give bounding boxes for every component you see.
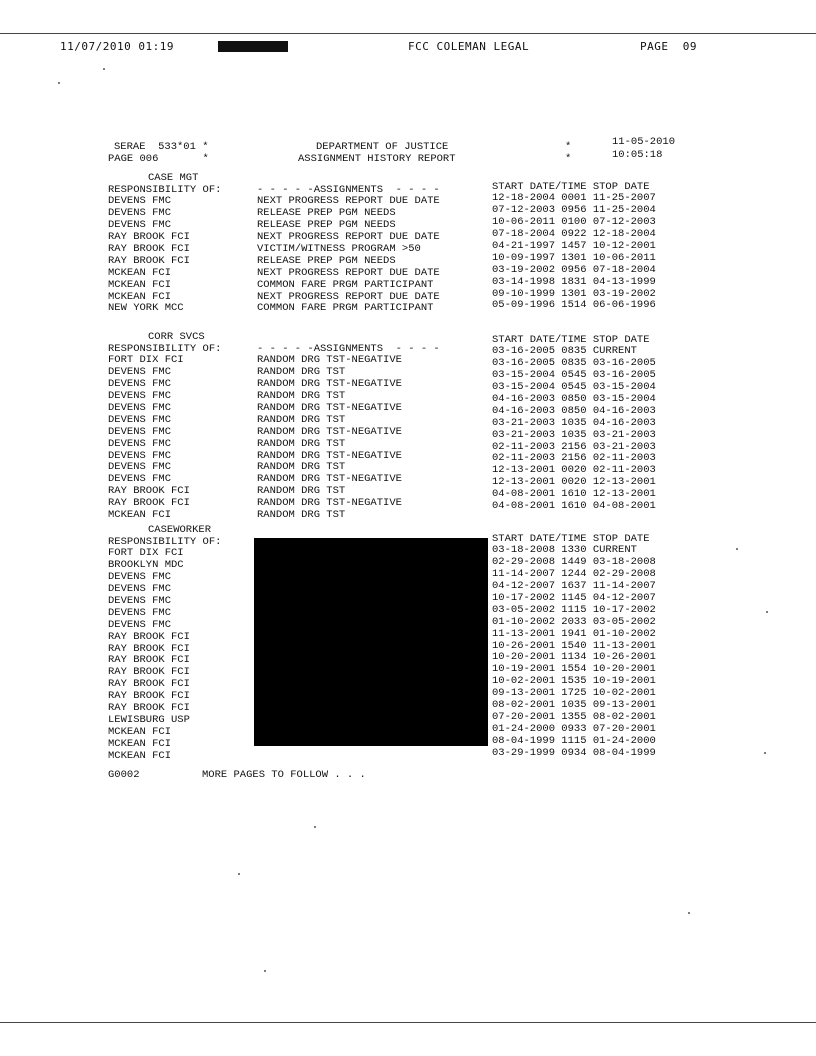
- assignment-cell: RELEASE PREP PGM NEEDS: [257, 218, 396, 231]
- assignment-cell: RANDOM DRG TST-NEGATIVE: [257, 449, 402, 462]
- facility-cell: NEW YORK MCC: [108, 302, 184, 315]
- dates-column: [492, 346, 656, 513]
- date-cell: 03-05-2002 1115 10-17-2002: [492, 603, 656, 616]
- date-cell: 12-13-2001 0020 02-11-2003: [492, 464, 656, 477]
- date-cell: 08-02-2001 1035 09-13-2001: [492, 699, 656, 712]
- date-cell: 05-09-1996 1514 06-06-1996: [492, 299, 656, 312]
- section-title-case-mgt: CASE MGT: [148, 172, 199, 184]
- date-cell: 03-18-2008 1330 CURRENT: [492, 544, 637, 556]
- facility-column: [108, 355, 190, 522]
- scan-speck: [238, 873, 240, 875]
- fax-datetime: 11/07/2010 01:19: [60, 40, 174, 53]
- facility-cell: DEVENS FMC: [108, 195, 172, 207]
- bottom-border: [0, 1022, 816, 1023]
- assignment-cell: RANDOM DRG TST-NEGATIVE: [257, 497, 402, 510]
- header-star: *: [565, 141, 572, 153]
- date-cell: 01-24-2000 0933 07-20-2001: [492, 723, 656, 736]
- assignment-cell: COMMON FARE PRGM PARTICIPANT: [257, 278, 434, 291]
- scan-speck: [264, 970, 266, 972]
- facility-cell: RAY BROOK FCI: [108, 630, 190, 643]
- dates-column: [492, 545, 656, 760]
- date-cell: 09-10-1999 1301 03-19-2002: [492, 287, 656, 300]
- assignment-cell: RANDOM DRG TST: [257, 365, 346, 378]
- dates-header: START DATE/TIME STOP DATE: [492, 181, 650, 193]
- facility-cell: DEVENS FMC: [108, 473, 172, 486]
- facility-cell: RAY BROOK FCI: [108, 254, 190, 267]
- scan-speck: [764, 752, 766, 754]
- facility-cell: DEVENS FMC: [108, 365, 172, 378]
- facility-cell: RAY BROOK FCI: [108, 242, 190, 255]
- facility-cell: MCKEAN FCI: [108, 749, 172, 762]
- scan-speck: [736, 548, 738, 550]
- date-cell: 04-08-2001 1610 04-08-2001: [492, 500, 656, 513]
- date-cell: 11-13-2001 1941 01-10-2002: [492, 627, 656, 640]
- date-cell: 03-15-2004 0545 03-15-2004: [492, 380, 656, 393]
- facility-column: [108, 196, 190, 315]
- assignment-cell: RELEASE PREP PGM NEEDS: [257, 206, 396, 219]
- facility-cell: MCKEAN FCI: [108, 266, 172, 279]
- date-cell: 02-11-2003 2156 02-11-2003: [492, 452, 656, 465]
- date-cell: 11-14-2007 1244 02-29-2008: [492, 567, 656, 580]
- responsibility-label: RESPONSIBILITY OF:: [108, 343, 222, 355]
- facility-cell: DEVENS FMC: [108, 206, 172, 219]
- register-line: SERAE 533*01 *: [114, 141, 209, 153]
- date-cell: 12-13-2001 0020 12-13-2001: [492, 476, 656, 489]
- header-star: *: [565, 153, 572, 165]
- facility-cell: RAY BROOK FCI: [108, 702, 190, 715]
- assignment-cell: VICTIM/WITNESS PROGRAM >50: [257, 242, 421, 255]
- assignment-cell: NEXT PROGRESS REPORT DUE DATE: [257, 195, 440, 207]
- assignments-header: - - - - -ASSIGNMENTS - - - -: [257, 343, 440, 355]
- date-cell: 12-18-2004 0001 11-25-2007: [492, 192, 656, 204]
- footer-message: MORE PAGES TO FOLLOW . . .: [202, 769, 366, 781]
- assignment-cell: RANDOM DRG TST: [257, 485, 346, 498]
- dates-column: [492, 193, 656, 312]
- assignments-header: - - - - -ASSIGNMENTS - - - -: [257, 184, 440, 196]
- assignment-cell: RANDOM DRG TST: [257, 437, 346, 450]
- top-border: [0, 33, 816, 34]
- assignment-cell: RELEASE PREP PGM NEEDS: [257, 254, 396, 267]
- assignment-column: [257, 355, 402, 522]
- scan-speck: [314, 826, 316, 828]
- date-cell: 03-15-2004 0545 03-16-2005: [492, 368, 656, 381]
- facility-cell: MCKEAN FCI: [108, 290, 172, 303]
- date-cell: 04-08-2001 1610 12-13-2001: [492, 488, 656, 501]
- facility-cell: DEVENS FMC: [108, 437, 172, 450]
- responsibility-label: RESPONSIBILITY OF:: [108, 536, 222, 548]
- facility-cell: RAY BROOK FCI: [108, 666, 190, 679]
- fax-sender: FCC COLEMAN LEGAL: [408, 40, 530, 53]
- department-name: DEPARTMENT OF JUSTICE: [316, 141, 449, 153]
- facility-cell: DEVENS FMC: [108, 618, 172, 631]
- date-cell: 03-29-1999 0934 08-04-1999: [492, 746, 656, 759]
- date-cell: 03-16-2005 0835 03-16-2005: [492, 356, 656, 369]
- redacted-assignments-block: [254, 538, 488, 746]
- scan-speck: [766, 611, 768, 613]
- assignment-cell: RANDOM DRG TST: [257, 389, 346, 402]
- assignment-cell: RANDOM DRG TST-NEGATIVE: [257, 473, 402, 486]
- scan-speck: [688, 912, 690, 914]
- assignment-cell: RANDOM DRG TST: [257, 461, 346, 474]
- date-cell: 04-12-2007 1637 11-14-2007: [492, 579, 656, 592]
- assignment-cell: RANDOM DRG TST-NEGATIVE: [257, 401, 402, 414]
- date-cell: 09-13-2001 1725 10-02-2001: [492, 687, 656, 700]
- date-cell: 04-21-1997 1457 10-12-2001: [492, 239, 656, 252]
- facility-cell: DEVENS FMC: [108, 218, 172, 231]
- section-title-caseworker: CASEWORKER: [148, 524, 212, 536]
- report-title: ASSIGNMENT HISTORY REPORT: [298, 153, 456, 165]
- assignment-cell: RANDOM DRG TST-NEGATIVE: [257, 354, 402, 366]
- facility-cell: LEWISBURG USP: [108, 714, 190, 727]
- section-title-corr-svcs: CORR SVCS: [148, 331, 205, 343]
- date-cell: 03-19-2002 0956 07-18-2004: [492, 263, 656, 276]
- facility-cell: DEVENS FMC: [108, 425, 172, 438]
- facility-cell: DEVENS FMC: [108, 606, 172, 619]
- fax-page: PAGE 09: [640, 40, 697, 53]
- date-cell: 08-04-1999 1115 01-24-2000: [492, 735, 656, 747]
- footer-code: G0002: [108, 769, 140, 781]
- date-cell: 02-29-2008 1449 03-18-2008: [492, 555, 656, 568]
- facility-cell: FORT DIX FCI: [108, 354, 184, 366]
- assignment-column: [257, 196, 440, 315]
- date-cell: 03-16-2005 0835 CURRENT: [492, 345, 637, 357]
- redaction-bar: [218, 41, 288, 52]
- date-cell: 07-20-2001 1355 08-02-2001: [492, 711, 656, 724]
- facility-cell: DEVENS FMC: [108, 377, 172, 390]
- date-cell: 03-21-2003 1035 03-21-2003: [492, 428, 656, 441]
- date-cell: 01-10-2002 2033 03-05-2002: [492, 615, 656, 628]
- assignment-cell: RANDOM DRG TST: [257, 413, 346, 426]
- report-time: 10:05:18: [612, 149, 663, 161]
- date-cell: 10-06-2011 0100 07-12-2003: [492, 215, 656, 228]
- date-cell: 07-12-2003 0956 11-25-2004: [492, 203, 656, 216]
- scan-speck: [103, 68, 105, 70]
- assignment-cell: COMMON FARE PRGM PARTICIPANT: [257, 302, 434, 315]
- assignment-cell: RANDOM DRG TST-NEGATIVE: [257, 377, 402, 390]
- facility-column: [108, 548, 190, 763]
- facility-cell: RAY BROOK FCI: [108, 497, 190, 510]
- facility-cell: DEVENS FMC: [108, 449, 172, 462]
- date-cell: 02-11-2003 2156 03-21-2003: [492, 440, 656, 453]
- date-cell: 03-14-1998 1831 04-13-1999: [492, 275, 656, 288]
- facility-cell: DEVENS FMC: [108, 570, 172, 583]
- facility-cell: MCKEAN FCI: [108, 726, 172, 739]
- scan-speck: [58, 82, 60, 84]
- facility-cell: DEVENS FMC: [108, 461, 172, 474]
- facility-cell: DEVENS FMC: [108, 594, 172, 607]
- date-cell: 04-16-2003 0850 03-15-2004: [492, 392, 656, 405]
- date-cell: 10-20-2001 1134 10-26-2001: [492, 651, 656, 664]
- facility-cell: MCKEAN FCI: [108, 509, 172, 522]
- report-date: 11-05-2010: [612, 136, 676, 148]
- assignment-cell: NEXT PROGRESS REPORT DUE DATE: [257, 266, 440, 279]
- assignment-cell: NEXT PROGRESS REPORT DUE DATE: [257, 230, 440, 243]
- assignment-cell: RANDOM DRG TST: [257, 509, 346, 522]
- facility-cell: DEVENS FMC: [108, 389, 172, 402]
- facility-cell: DEVENS FMC: [108, 582, 172, 595]
- date-cell: 10-02-2001 1535 10-19-2001: [492, 675, 656, 688]
- facility-cell: DEVENS FMC: [108, 401, 172, 414]
- date-cell: 10-19-2001 1554 10-20-2001: [492, 663, 656, 676]
- date-cell: 10-17-2002 1145 04-12-2007: [492, 591, 656, 604]
- facility-cell: RAY BROOK FCI: [108, 690, 190, 703]
- responsibility-label: RESPONSIBILITY OF:: [108, 184, 222, 196]
- facility-cell: RAY BROOK FCI: [108, 230, 190, 243]
- facility-cell: FORT DIX FCI: [108, 547, 184, 559]
- date-cell: 10-26-2001 1540 11-13-2001: [492, 639, 656, 652]
- assignment-cell: RANDOM DRG TST-NEGATIVE: [257, 425, 402, 438]
- facility-cell: RAY BROOK FCI: [108, 678, 190, 691]
- date-cell: 07-18-2004 0922 12-18-2004: [492, 227, 656, 240]
- facility-cell: BROOKLYN MDC: [108, 558, 184, 571]
- facility-cell: RAY BROOK FCI: [108, 654, 190, 667]
- facility-cell: DEVENS FMC: [108, 413, 172, 426]
- date-cell: 04-16-2003 0850 04-16-2003: [492, 404, 656, 417]
- facility-cell: RAY BROOK FCI: [108, 642, 190, 655]
- facility-cell: MCKEAN FCI: [108, 738, 172, 750]
- facility-cell: RAY BROOK FCI: [108, 485, 190, 498]
- fax-header: [0, 40, 816, 56]
- date-cell: 10-09-1997 1301 10-06-2011: [492, 251, 656, 264]
- assignment-cell: NEXT PROGRESS REPORT DUE DATE: [257, 290, 440, 303]
- dates-header: START DATE/TIME STOP DATE: [492, 533, 650, 545]
- dates-header: START DATE/TIME STOP DATE: [492, 334, 650, 346]
- facility-cell: MCKEAN FCI: [108, 278, 172, 291]
- page-line: PAGE 006 *: [108, 153, 209, 165]
- date-cell: 03-21-2003 1035 04-16-2003: [492, 416, 656, 429]
